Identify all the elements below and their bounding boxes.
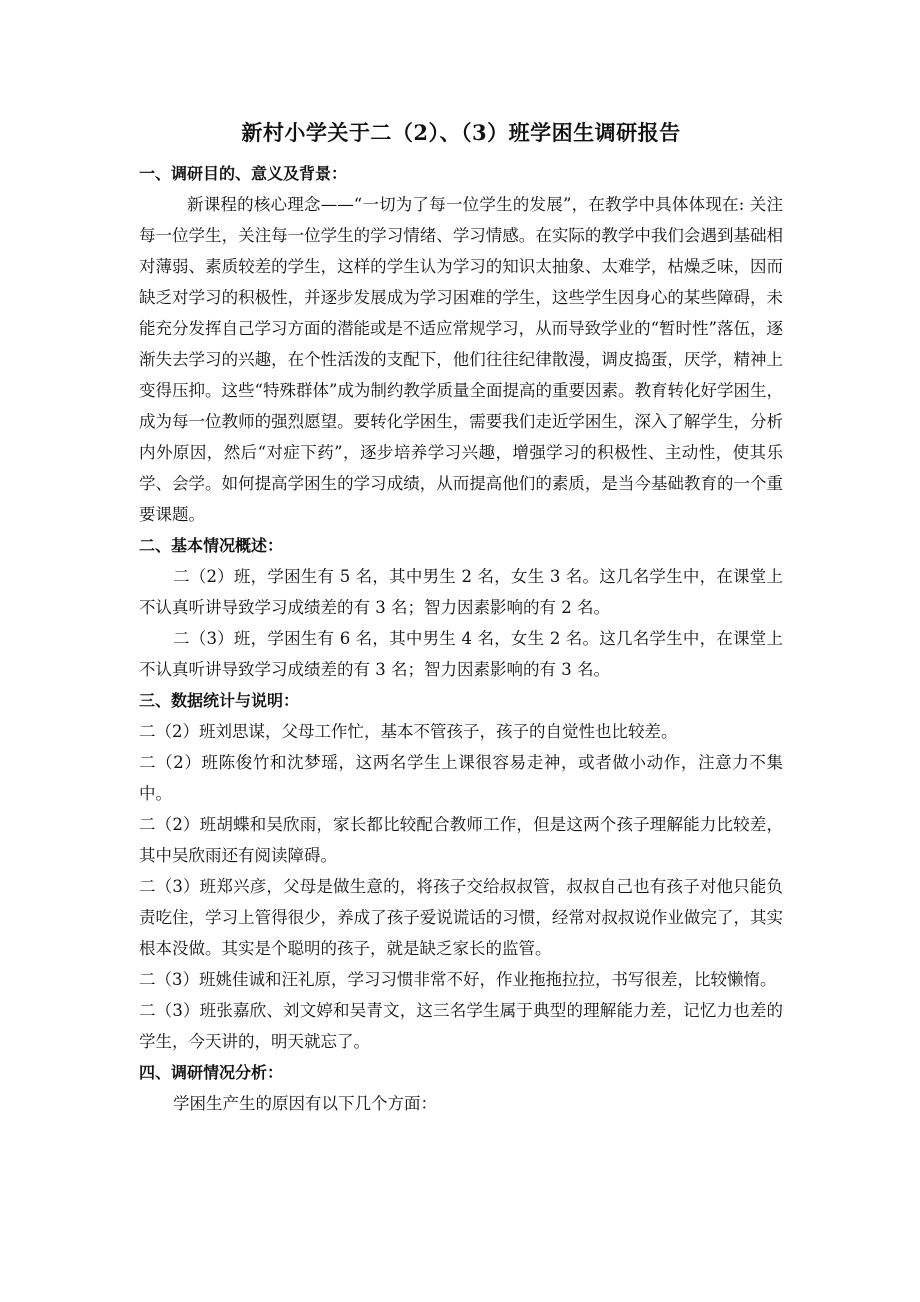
paragraph: 二（3）班姚佳诚和汪礼原，学习习惯非常不好，作业拖拖拉拉，书写很差，比较懒惰。 bbox=[139, 970, 777, 989]
paragraph: 二（2）班胡蝶和吴欣雨，家长都比较配合教师工作，但是这两个孩子理解能力比较差，其中吴欣雨还有阅读障碍。 bbox=[139, 815, 783, 865]
section-heading: 一、调研目的、意义及背景： bbox=[139, 164, 348, 183]
paragraph: 二（2）班，学困生有 5 名，其中男生 2 名，女生 3 名。这几名学生中，在课堂上不认真听讲导致学习成绩差的有 3 名；智力因素影响的有 2 名。 bbox=[139, 567, 783, 617]
section-purpose bbox=[139, 158, 783, 530]
section-overview bbox=[139, 530, 783, 685]
section-heading: 三、数据统计与说明： bbox=[139, 691, 300, 710]
section-statistics bbox=[139, 685, 783, 1057]
section-heading: 二、基本情况概述： bbox=[139, 536, 284, 555]
paragraph: 二（3）班郑兴彦，父母是做生意的，将孩子交给叔叔管，叔叔自己也有孩子对他只能负责吃住，学习上管得很少，养成了孩子爱说谎话的习惯，经常对叔叔说作业做完了，其实根本没做。其实是个聪明的孩子，就是缺乏家长的监管。 bbox=[139, 877, 783, 958]
paragraph: 二（3）班张嘉欣、刘文婷和吴青文，这三名学生属于典型的理解能力差，记忆力也差的学生，今天讲的，明天就忘了。 bbox=[139, 1001, 783, 1051]
document-title: 新村小学关于二（2）、（3）班学困生调研报告 bbox=[241, 120, 681, 145]
paragraph: 二（2）班陈俊竹和沈梦瑶，这两名学生上课很容易走神，或者做小动作，注意力不集中。 bbox=[139, 753, 783, 803]
paragraph: 学困生产生的原因有以下几个方面： bbox=[173, 1094, 437, 1113]
section-heading: 四、调研情况分析： bbox=[139, 1063, 284, 1082]
paragraph: 新课程的核心理念——“一切为了每一位学生的发展”，在教学中具体体现在: 关注每一位学生，关注每一位学生的学习情绪、学习情感。在实际的教学中我们会遇到基础相对薄弱、素质较差的学生，这样的学生认为学习的知识太抽象、太难学，枯燥乏味，因而缺乏对学习的积极性，并逐步发展成为学习困难的学生，这些学生因身心的某些障碍，未能充分发挥自己学习方面的潜能或是不适应常规学习，从而导致学业的“暂时性”落伍，逐渐失去学习的兴趣，在个性活泼的支配下，他们往往纪律散漫，调皮捣蛋，厌学，精神上变得压抑。这些“特殊群体”成为制约教学质量全面提高的重要因素。教育转化好学困生，成为每一位教师的强烈愿望。要转化学困生，需要我们走近学困生，深入了解学生，分析内外原因，然后“对症下药”，逐步培养学习兴趣，增强学习的积极性、主动性，使其乐学、会学。如何提高学困生的学习成绩，从而提高他们的素质，是当今基础教育的一个重要课题。 bbox=[139, 195, 783, 524]
document-page bbox=[139, 118, 783, 1119]
paragraph: 二（2）班刘思谋，父母工作忙，基本不管孩子，孩子的自觉性也比较差。 bbox=[139, 722, 678, 741]
section-analysis bbox=[139, 1057, 783, 1119]
paragraph: 二（3）班，学困生有 6 名，其中男生 4 名，女生 2 名。这几名学生中，在课堂上不认真听讲导致学习成绩差的有 3 名；智力因素影响的有 3 名。 bbox=[139, 629, 783, 679]
